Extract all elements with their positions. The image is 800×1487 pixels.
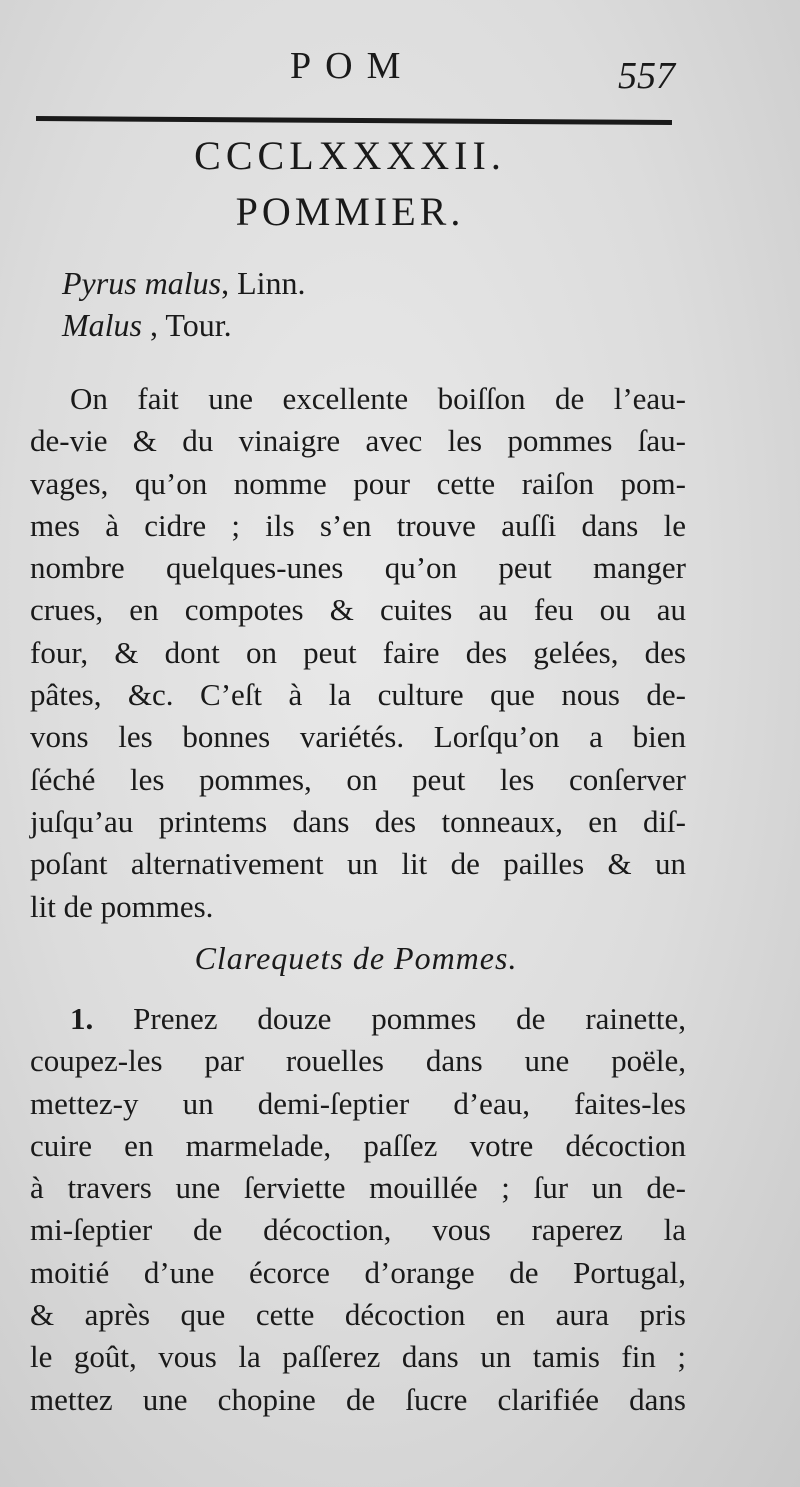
synonym-author: Linn. xyxy=(237,265,306,301)
recipe-paragraph xyxy=(30,998,686,1421)
synonym-separator: , xyxy=(142,307,166,343)
recipe-heading: Clarequets de Pommes. xyxy=(194,940,518,976)
text-line: 1. Prenez douze pommes de rainette, xyxy=(70,1001,687,1036)
text-line: mes à cidre ; ils s’en trouve auſſi dans le xyxy=(30,507,686,543)
text-line: ſéché les pommes, on peut les conſerver xyxy=(30,761,686,797)
text-line: mi-ſeptier de décoction, vous raperez la xyxy=(30,1212,686,1248)
synonym-name: Malus xyxy=(62,307,142,343)
description-paragraph xyxy=(30,378,686,928)
text-line: cuire en marmelade, paſſez votre décoction xyxy=(30,1127,686,1163)
text-line: mettez-y un demi-ſeptier d’eau, faites-les xyxy=(30,1085,686,1121)
article-number: CCCLXXXXII. xyxy=(194,133,506,178)
text-line: moitié d’une écorce d’orange de Portugal, xyxy=(30,1254,686,1290)
text-line: On fait une excellente boiſſon de l’eau- xyxy=(70,381,686,416)
text-line: vages, qu’on nomme pour cette raiſon pom- xyxy=(30,465,686,501)
page-number: 557 xyxy=(618,55,675,97)
text-line: le goût, vous la paſſerez dans un tamis fin ; xyxy=(30,1339,686,1375)
text-line: à travers une ſerviette mouillée ; ſur un de- xyxy=(30,1170,686,1206)
synonym-name: Pyrus malus xyxy=(62,265,222,301)
text-line: & après que cette décoction en aura pris xyxy=(30,1297,686,1333)
article-title: POMMIER. xyxy=(235,189,465,234)
header-rule xyxy=(36,116,672,125)
recipe-number: 1. xyxy=(70,1001,94,1036)
text-line: four, & dont on peut faire des gelées, des xyxy=(30,634,686,670)
text-line: pâtes, &c. C’eſt à la culture que nous de- xyxy=(30,677,686,713)
text-line: de-vie & du vinaigre avec les pommes ſau- xyxy=(30,423,686,459)
text-line: juſqu’au printems dans des tonneaux, en diſ- xyxy=(30,803,686,839)
text-line: nombre quelques-unes qu’on peut manger xyxy=(30,550,686,586)
synonym-author: Tour. xyxy=(165,307,232,343)
text-line: vons les bonnes variétés. Lorſqu’on a bien xyxy=(30,719,686,755)
running-head: POM xyxy=(290,45,415,87)
text-line: lit de pommes. xyxy=(30,888,214,924)
synonym-line xyxy=(62,262,306,304)
text-line: mettez une chopine de ſucre clarifiée dans xyxy=(30,1381,686,1417)
text-line: coupez-les par rouelles dans une poële, xyxy=(30,1043,686,1079)
text-line: crues, en compotes & cuites au feu ou au xyxy=(30,592,686,628)
synonym-line xyxy=(62,304,306,346)
text-line: poſant alternativement un lit de pailles & un xyxy=(30,846,686,882)
synonym-separator: , xyxy=(221,265,238,301)
botanical-synonyms xyxy=(62,262,306,346)
